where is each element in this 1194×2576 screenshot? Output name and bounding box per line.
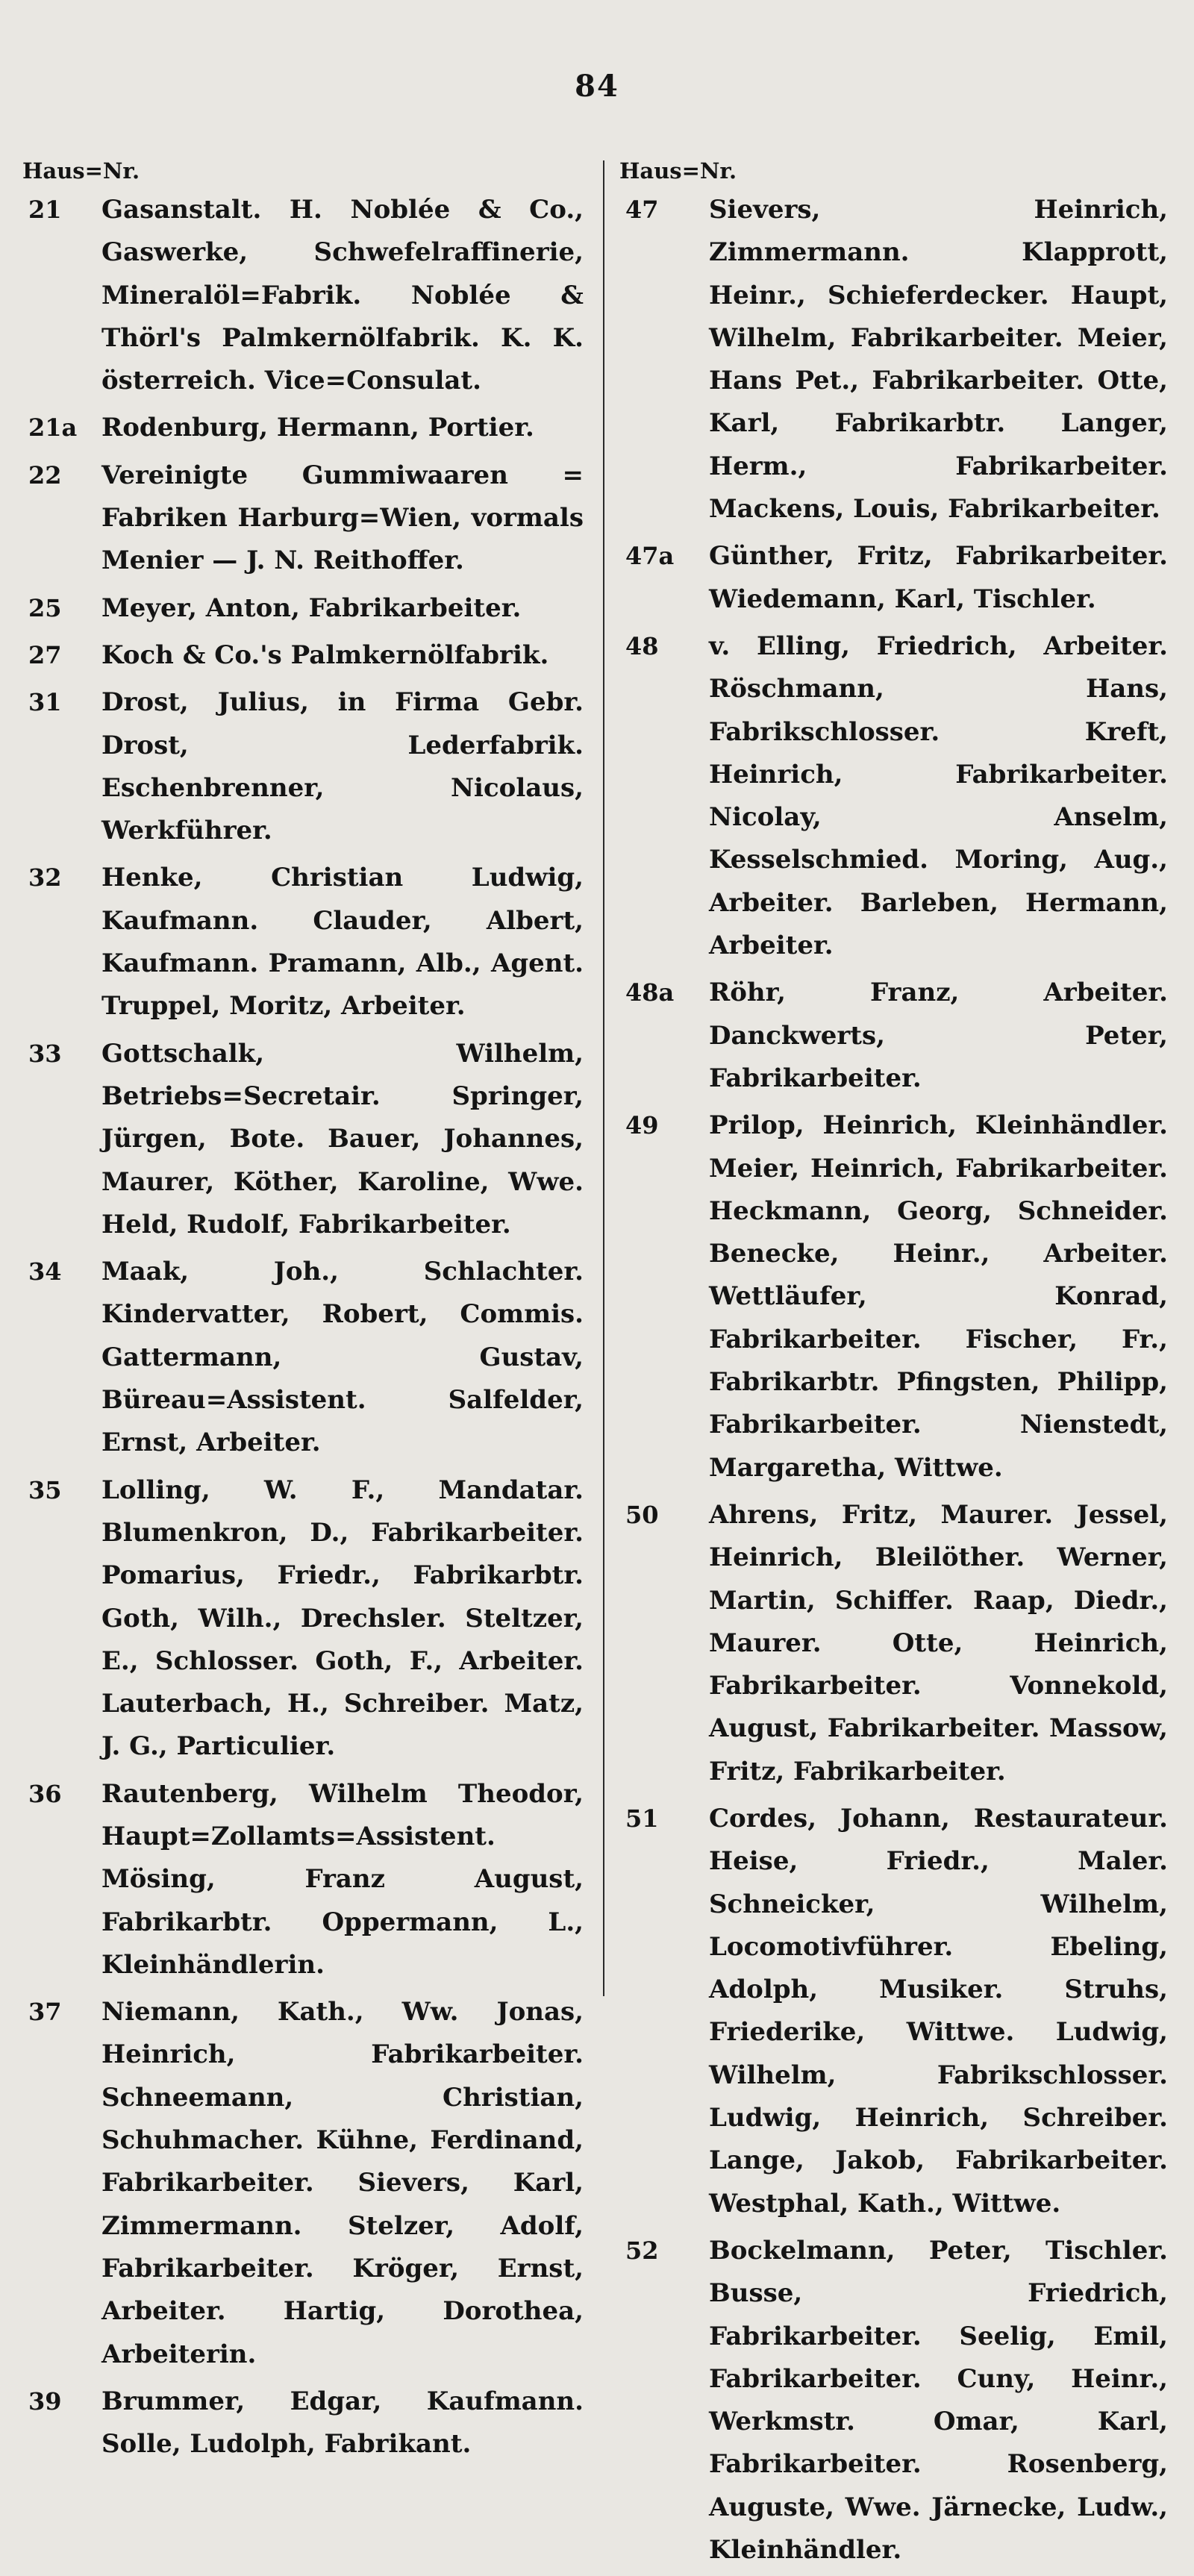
house-entry <box>22 1033 584 1246</box>
house-entry <box>619 972 1168 1100</box>
house-number: 52 <box>625 2236 659 2265</box>
resident-list: Meyer, Anton, Fabrikarbeiter. <box>101 593 522 623</box>
house-number: 34 <box>28 1257 62 1287</box>
house-entry <box>22 1991 584 2376</box>
resident-list: Maak, Joh., Schlachter. Kindervatter, Robert, Commis. Gattermann, Gustav, Büreau=Assistent. Salfelder, Ernst, Arbeiter. <box>101 1257 584 1458</box>
right-column <box>619 153 1168 2576</box>
house-entry <box>22 857 584 1028</box>
resident-list: Bockelmann, Peter, Tischler. Busse, Friedrich, Fabrikarbeiter. Seelig, Emil, Fabrikarbeiter. Cuny, Heinr., Werkmstr. Omar, Karl, Fabrikarbeiter. Rosenberg, Auguste, Wwe. Järnecke, Ludw., Kleinhändler. <box>709 2235 1168 2566</box>
house-entry <box>619 535 1168 621</box>
resident-list: Rodenburg, Hermann, Portier. <box>101 413 534 443</box>
house-number: 39 <box>28 2386 62 2416</box>
house-entry <box>22 407 584 449</box>
house-number: 36 <box>28 1779 62 1808</box>
column-header: Haus=Nr. <box>22 158 140 184</box>
resident-list: Vereinigte Gummiwaaren = Fabriken Harburg=Wien, vormals Menier — J. N. Reithoffer. <box>101 460 584 576</box>
house-number: 27 <box>28 640 62 669</box>
house-number: 25 <box>28 593 62 622</box>
house-entry <box>22 2380 584 2466</box>
page-number: 84 <box>575 69 619 104</box>
house-number: 32 <box>28 863 62 892</box>
house-entry <box>22 189 584 402</box>
house-entry <box>619 1798 1168 2225</box>
house-number: 21a <box>28 413 78 443</box>
house-number: 47 <box>625 196 659 224</box>
house-entry <box>619 2230 1168 2572</box>
house-entry <box>22 1469 584 1769</box>
house-number: 48a <box>625 978 675 1007</box>
house-number: 22 <box>28 460 62 490</box>
resident-list: Henke, Christian Ludwig, Kaufmann. Clauder, Albert, Kaufmann. Pramann, Alb., Agent. Truppel, Moritz, Arbeiter. <box>101 863 584 1022</box>
house-entry <box>619 189 1168 531</box>
house-entry <box>22 1773 584 1986</box>
house-number: 47a <box>625 542 675 571</box>
house-entry <box>619 625 1168 967</box>
resident-list: Cordes, Johann, Restaurateur. Heise, Friedr., Maler. Schneicker, Wilhelm, Locomotivführer. Ebeling, Adolph, Musiker. Struhs, Friederike, Wittwe. Ludwig, Wilhelm, Fabrikschlosser. Ludwig, Heinrich, Schreiber. Lange, Jakob, Fabrikarbeiter. Westphal, Kath., Wittwe. <box>709 1803 1168 2219</box>
house-number: 49 <box>625 1111 659 1140</box>
resident-list: Rautenberg, Wilhelm Theodor, Haupt=Zollamts=Assistent. Mösing, Franz August, Fabrikarbtr. Oppermann, L., Kleinhändlerin. <box>101 1778 584 1980</box>
house-number: 31 <box>28 688 62 717</box>
column-header: Haus=Nr. <box>619 158 737 184</box>
column-divider <box>603 160 604 1996</box>
resident-list: Gasanstalt. H. Noblée & Co., Gaswerke, Schwefelraffinerie, Mineralöl=Fabrik. Noblée & Thörl's Palmkernölfabrik. K. K. österreich. Vice=Consulat. <box>101 195 584 396</box>
house-number: 48 <box>625 631 659 660</box>
house-entry <box>22 681 584 852</box>
resident-list: Drost, Julius, in Firma Gebr. Drost, Lederfabrik. Eschenbrenner, Nicolaus, Werkführer. <box>101 687 584 846</box>
house-number: 50 <box>625 1500 659 1529</box>
house-number: 51 <box>625 1804 659 1833</box>
house-entry <box>22 587 584 630</box>
left-column <box>22 153 584 2470</box>
resident-list: Röhr, Franz, Arbeiter. Danckwerts, Peter, Fabrikarbeiter. <box>709 978 1168 1093</box>
resident-list: Günther, Fritz, Fabrikarbeiter. Wiedemann, Karl, Tischler. <box>709 541 1168 614</box>
house-entry <box>619 1104 1168 1489</box>
house-entry <box>22 634 584 677</box>
resident-list: Ahrens, Fritz, Maurer. Jessel, Heinrich, Bleilöther. Werner, Martin, Schiffer. Raap, Diedr., Maurer. Otte, Heinrich, Fabrikarbeiter. Vonnekold, August, Fabrikarbeiter. Massow, Fritz, Fabrikarbeiter. <box>709 1499 1168 1786</box>
house-entry <box>22 1251 584 1464</box>
resident-list: v. Elling, Friedrich, Arbeiter. Röschmann, Hans, Fabrikschlosser. Kreft, Heinrich, Fabrikarbeiter. Nicolay, Anselm, Kesselschmied. Moring, Aug., Arbeiter. Barleben, Hermann, Arbeiter. <box>709 631 1168 961</box>
resident-list: Lolling, W. F., Mandatar. Blumenkron, D., Fabrikarbeiter. Pomarius, Friedr., Fabrikarbtr. Goth, Wilh., Drechsler. Steltzer, E., Schlosser. Goth, F., Arbeiter. Lauterbach, H., Schreiber. Matz, J. G., Particulier. <box>101 1475 584 1762</box>
house-entry <box>619 1494 1168 1793</box>
resident-list: Niemann, Kath., Ww. Jonas, Heinrich, Fabrikarbeiter. Schneemann, Christian, Schuhmacher. Kühne, Ferdinand, Fabrikarbeiter. Sievers, Karl, Zimmermann. Stelzer, Adolf, Fabrikarbeiter. Kröger, Ernst, Arbeiter. Hartig, Dorothea, Arbeiterin. <box>101 1997 584 2369</box>
resident-list: Brummer, Edgar, Kaufmann. Solle, Ludolph, Fabrikant. <box>101 2386 584 2460</box>
resident-list: Gottschalk, Wilhelm, Betriebs=Secretair. Springer, Jürgen, Bote. Bauer, Johannes, Maurer, Köther, Karoline, Wwe. Held, Rudolf, Fabrikarbeiter. <box>101 1038 584 1239</box>
resident-list: Koch & Co.'s Palmkernölfabrik. <box>101 640 549 670</box>
house-number: 33 <box>28 1039 62 1068</box>
house-number: 37 <box>28 1998 62 2027</box>
house-number: 35 <box>28 1475 62 1504</box>
resident-list: Sievers, Heinrich, Zimmermann. Klapprott, Heinr., Schieferdecker. Haupt, Wilhelm, Fabrikarbeiter. Meier, Hans Pet., Fabrikarbeiter. Otte, Karl, Fabrikarbtr. Langer, Herm., Fabrikarbeiter. Mackens, Louis, Fabrikarbeiter. <box>709 195 1168 525</box>
house-number: 21 <box>28 196 62 224</box>
resident-list: Prilop, Heinrich, Kleinhändler. Meier, Heinrich, Fabrikarbeiter. Heckmann, Georg, Schneider. Benecke, Heinr., Arbeiter. Wettläufer, Konrad, Fabrikarbeiter. Fischer, Fr., Fabrikarbtr. Pfingsten, Philipp, Fabrikarbeiter. Nienstedt, Margaretha, Wittwe. <box>709 1110 1168 1483</box>
house-entry <box>22 454 584 583</box>
